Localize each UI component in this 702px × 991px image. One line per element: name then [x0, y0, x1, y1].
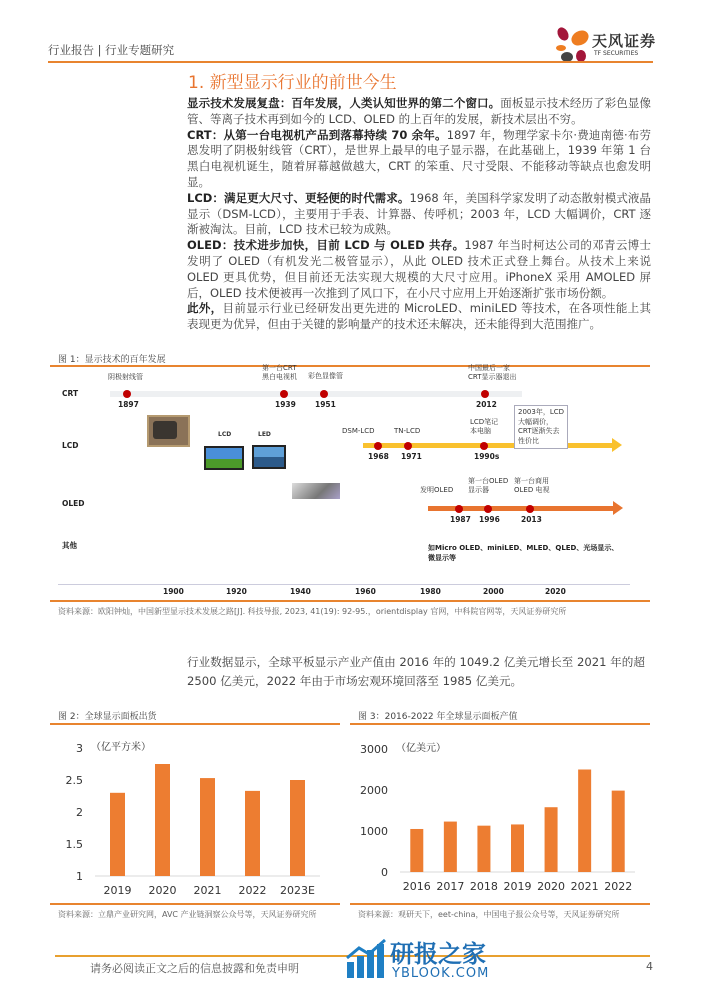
paragraph: CRT：从第一台电视机产品到落幕持续 70 余年。1897 年，物理学家卡尔·费迪南德·布劳恩发明了阴极射线管（CRT），是世界上最早的电子显示器，在此基础上，1939 年第 1 台黑白电视机诞生，随着屏幕越做越大，CRT 的笨重、尺寸受限、不能移动等缺点也愈发明显。 [187, 127, 652, 189]
event-label: 彩色显像管 [308, 372, 343, 380]
timeline-dot [123, 390, 131, 398]
figure1-source: 资料来源：欧阳钟灿，中国新型显示技术发展之路[J]. 科技导报, 2023, 41(19): 92-95.，orientdisplay 官网，中科院官网等，天风证券研究所 [58, 607, 567, 616]
x-tick-label: 2018 [469, 880, 498, 893]
bar [612, 791, 625, 872]
event-label: 阴极射线管 [108, 373, 143, 381]
x-tick-label: 2020 [148, 884, 177, 897]
footer-disclaimer: 请务必阅读正文之后的信息披露和免责申明 [90, 962, 299, 975]
axis-year-label: 1900 [163, 587, 184, 596]
event-year: 1968 [368, 452, 389, 461]
lcd-timeline-arrow [363, 443, 613, 448]
timeline-dot [374, 442, 382, 450]
bar [511, 824, 524, 872]
breadcrumb: 行业报告 | 行业专题研究 [48, 43, 175, 57]
event-label: 第一台CRT 黑白电视机 [262, 364, 297, 381]
event-year: 1951 [315, 400, 336, 409]
bar [578, 770, 591, 873]
event-label: 中国最后一家 CRT显示器退出 [468, 364, 517, 381]
bar [110, 793, 125, 876]
y-axis-unit: （亿平方米） [91, 742, 151, 753]
x-tick-label: 2019 [503, 880, 532, 893]
timeline-dot [480, 442, 488, 450]
bar [290, 780, 305, 876]
x-tick-label: 2019 [103, 884, 132, 897]
y-tick-label: 1000 [360, 825, 388, 838]
timeline-dot [320, 390, 328, 398]
event-label: DSM-LCD [342, 427, 375, 435]
event-year: 1971 [401, 452, 422, 461]
tf-logo-icon [553, 24, 591, 64]
crt-timeline [110, 391, 522, 397]
section-title: 1. 新型显示行业的前世今生 [188, 73, 397, 93]
lcd-price-note: 2003年，LCD 大幅调价， CRT逐渐失去 性价比 [514, 405, 568, 449]
paragraph-industry-data: 行业数据显示，全球平板显示产业产值由 2016 年的 1049.2 亿美元增长至 2021 年的超 2500 亿美元，2022 年由于市场宏观环境回落至 1985 亿美元。 [187, 655, 645, 688]
bar [245, 791, 260, 876]
x-tick-label: 2022 [604, 880, 633, 893]
axis-year-label: 1920 [226, 587, 247, 596]
oled-arrow-head [613, 501, 623, 515]
y-tick-label: 3000 [360, 743, 388, 756]
axis-year-label: 1960 [355, 587, 376, 596]
event-year: 2012 [476, 400, 497, 409]
led-image-label: LED [258, 431, 271, 438]
timeline-dot [404, 442, 412, 450]
row-label-oled: OLED [62, 499, 85, 508]
event-year: 1939 [275, 400, 296, 409]
other-technologies-text: 如Micro OLED、miniLED、MLED、QLED、光场显示、 微显示等 [428, 544, 619, 562]
figure3-chart [350, 730, 650, 900]
timeline-dot [481, 390, 489, 398]
figure2-title: 图 2：全球显示面板出货 [58, 712, 157, 722]
watermark [345, 938, 387, 982]
paragraph: OLED：技术进步加快，目前 LCD 与 OLED 共存。1987 年当时柯达公司的邓青云博士发明了 OLED（有机发光二极管显示），从此 OLED 技术正式登上舞台。从技术上来说 OLED 更具优势，但目前还无法实现大规模的大尺寸应用。iPhoneX 采用 AMOLED 屏后，OLED 技术便被再一次推到了风口下，在小尺寸应用上开始逐渐扩张市场份额。 [187, 238, 652, 300]
event-year: 1897 [118, 400, 139, 409]
timeline-dot [484, 505, 492, 513]
y-tick-label: 0 [381, 866, 388, 879]
watermark-cn: 研报之家 [390, 940, 486, 968]
row-label-other: 其他 [62, 541, 77, 550]
bar [545, 807, 558, 872]
event-year: 2013 [521, 515, 542, 524]
figure3-divider [350, 723, 650, 725]
watermark-en: YBLOOK.COM [392, 966, 490, 981]
event-label: TN-LCD [394, 427, 421, 435]
y-tick-label: 2000 [360, 784, 388, 797]
bar [444, 822, 457, 872]
paragraph: 显示技术发展复盘：百年发展，人类认知世界的第二个窗口。面板显示技术经历了彩色显像管、等离子技术再到如今的 LCD、OLED 的上百年的发展，新技术层出不穷。 [187, 96, 652, 126]
axis-year-label: 2000 [483, 587, 504, 596]
crt-tv-image [147, 415, 190, 447]
axis-year-label: 2020 [545, 587, 566, 596]
x-tick-label: 2017 [436, 880, 465, 893]
event-year: 1990s [474, 452, 500, 461]
figure1-bottom-divider [50, 600, 650, 602]
y-tick-label: 3 [76, 742, 83, 755]
figure2-chart [50, 730, 340, 900]
row-label-lcd: LCD [62, 441, 79, 450]
x-tick-label: 2021 [570, 880, 599, 893]
x-tick-label: 2021 [193, 884, 222, 897]
figure2-divider [50, 723, 340, 725]
timeline-dot [526, 505, 534, 513]
lcd-monitor-image [204, 446, 244, 470]
figure1-top-divider [50, 365, 650, 367]
x-tick-label: 2020 [537, 880, 566, 893]
timeline-dot [455, 505, 463, 513]
event-year: 1996 [479, 515, 500, 524]
figure3-source: 资料来源：观研天下，eet-china，中国电子报公众号等，天风证券研究所 [358, 910, 620, 919]
y-tick-label: 2.5 [65, 774, 83, 787]
event-label: 第一台商用 OLED 电视 [514, 477, 550, 494]
y-axis-unit: （亿美元） [396, 743, 446, 754]
x-tick-label: 2016 [402, 880, 431, 893]
header-divider [48, 61, 653, 63]
x-tick-label: 2023E [280, 884, 315, 897]
event-label: 发明OLED [420, 486, 454, 494]
paragraph: 此外，目前显示行业已经研发出更先进的 MicroLED、miniLED 等技术，在各项性能上其表现更为优异，但由于关键的影响量产的技术还未解决，还未能得到大范围推广。 [187, 301, 651, 332]
lcd-image-label: LCD [218, 431, 232, 438]
y-tick-label: 2 [76, 806, 83, 819]
bar [410, 829, 423, 872]
vr-goggles-image [292, 483, 340, 499]
axis-year-label: 1980 [420, 587, 441, 596]
paragraph: LCD：满足更大尺寸、更轻便的时代需求。1968 年，美国科学家发明了动态散射模式液晶显示（DSM-LCD），主要用于手表、计算器、传呼机；2003 年，LCD 大幅调价，CRT 逐渐被淘汰。目前，LCD 技术已较为成熟。 [187, 190, 652, 237]
row-label-crt: CRT [62, 389, 79, 398]
led-monitor-image [252, 445, 286, 469]
bar [155, 764, 170, 876]
figure2-source: 资料来源：立鼎产业研究网，AVC 产业链洞察公众号等，天风证券研究所 [58, 910, 317, 919]
timeline-dot [280, 390, 288, 398]
watermark-chart-icon [345, 938, 387, 978]
figure3-bottom-divider [350, 903, 650, 905]
bar [200, 778, 215, 876]
y-tick-label: 1 [76, 870, 83, 883]
axis-year-label: 1940 [290, 587, 311, 596]
logo-text: 天风证券 [592, 32, 657, 50]
event-year: 1987 [450, 515, 471, 524]
y-tick-label: 1.5 [65, 838, 83, 851]
lcd-arrow-head [612, 438, 622, 452]
page-number: 4 [646, 960, 653, 973]
figure2-bottom-divider [50, 903, 340, 905]
figure1-title: 图 1：显示技术的百年发展 [58, 355, 166, 365]
x-tick-label: 2022 [238, 884, 267, 897]
event-label: LCD笔记 本电脑 [470, 418, 499, 435]
year-axis-line [58, 584, 630, 585]
event-label: 第一台OLED 显示器 [468, 477, 509, 494]
bar [477, 826, 490, 872]
body-text [187, 96, 651, 333]
logo-subtext: TF SECURITIES [594, 50, 639, 57]
figure3-title: 图 3：2016-2022 年全球显示面板产值 [358, 712, 518, 722]
